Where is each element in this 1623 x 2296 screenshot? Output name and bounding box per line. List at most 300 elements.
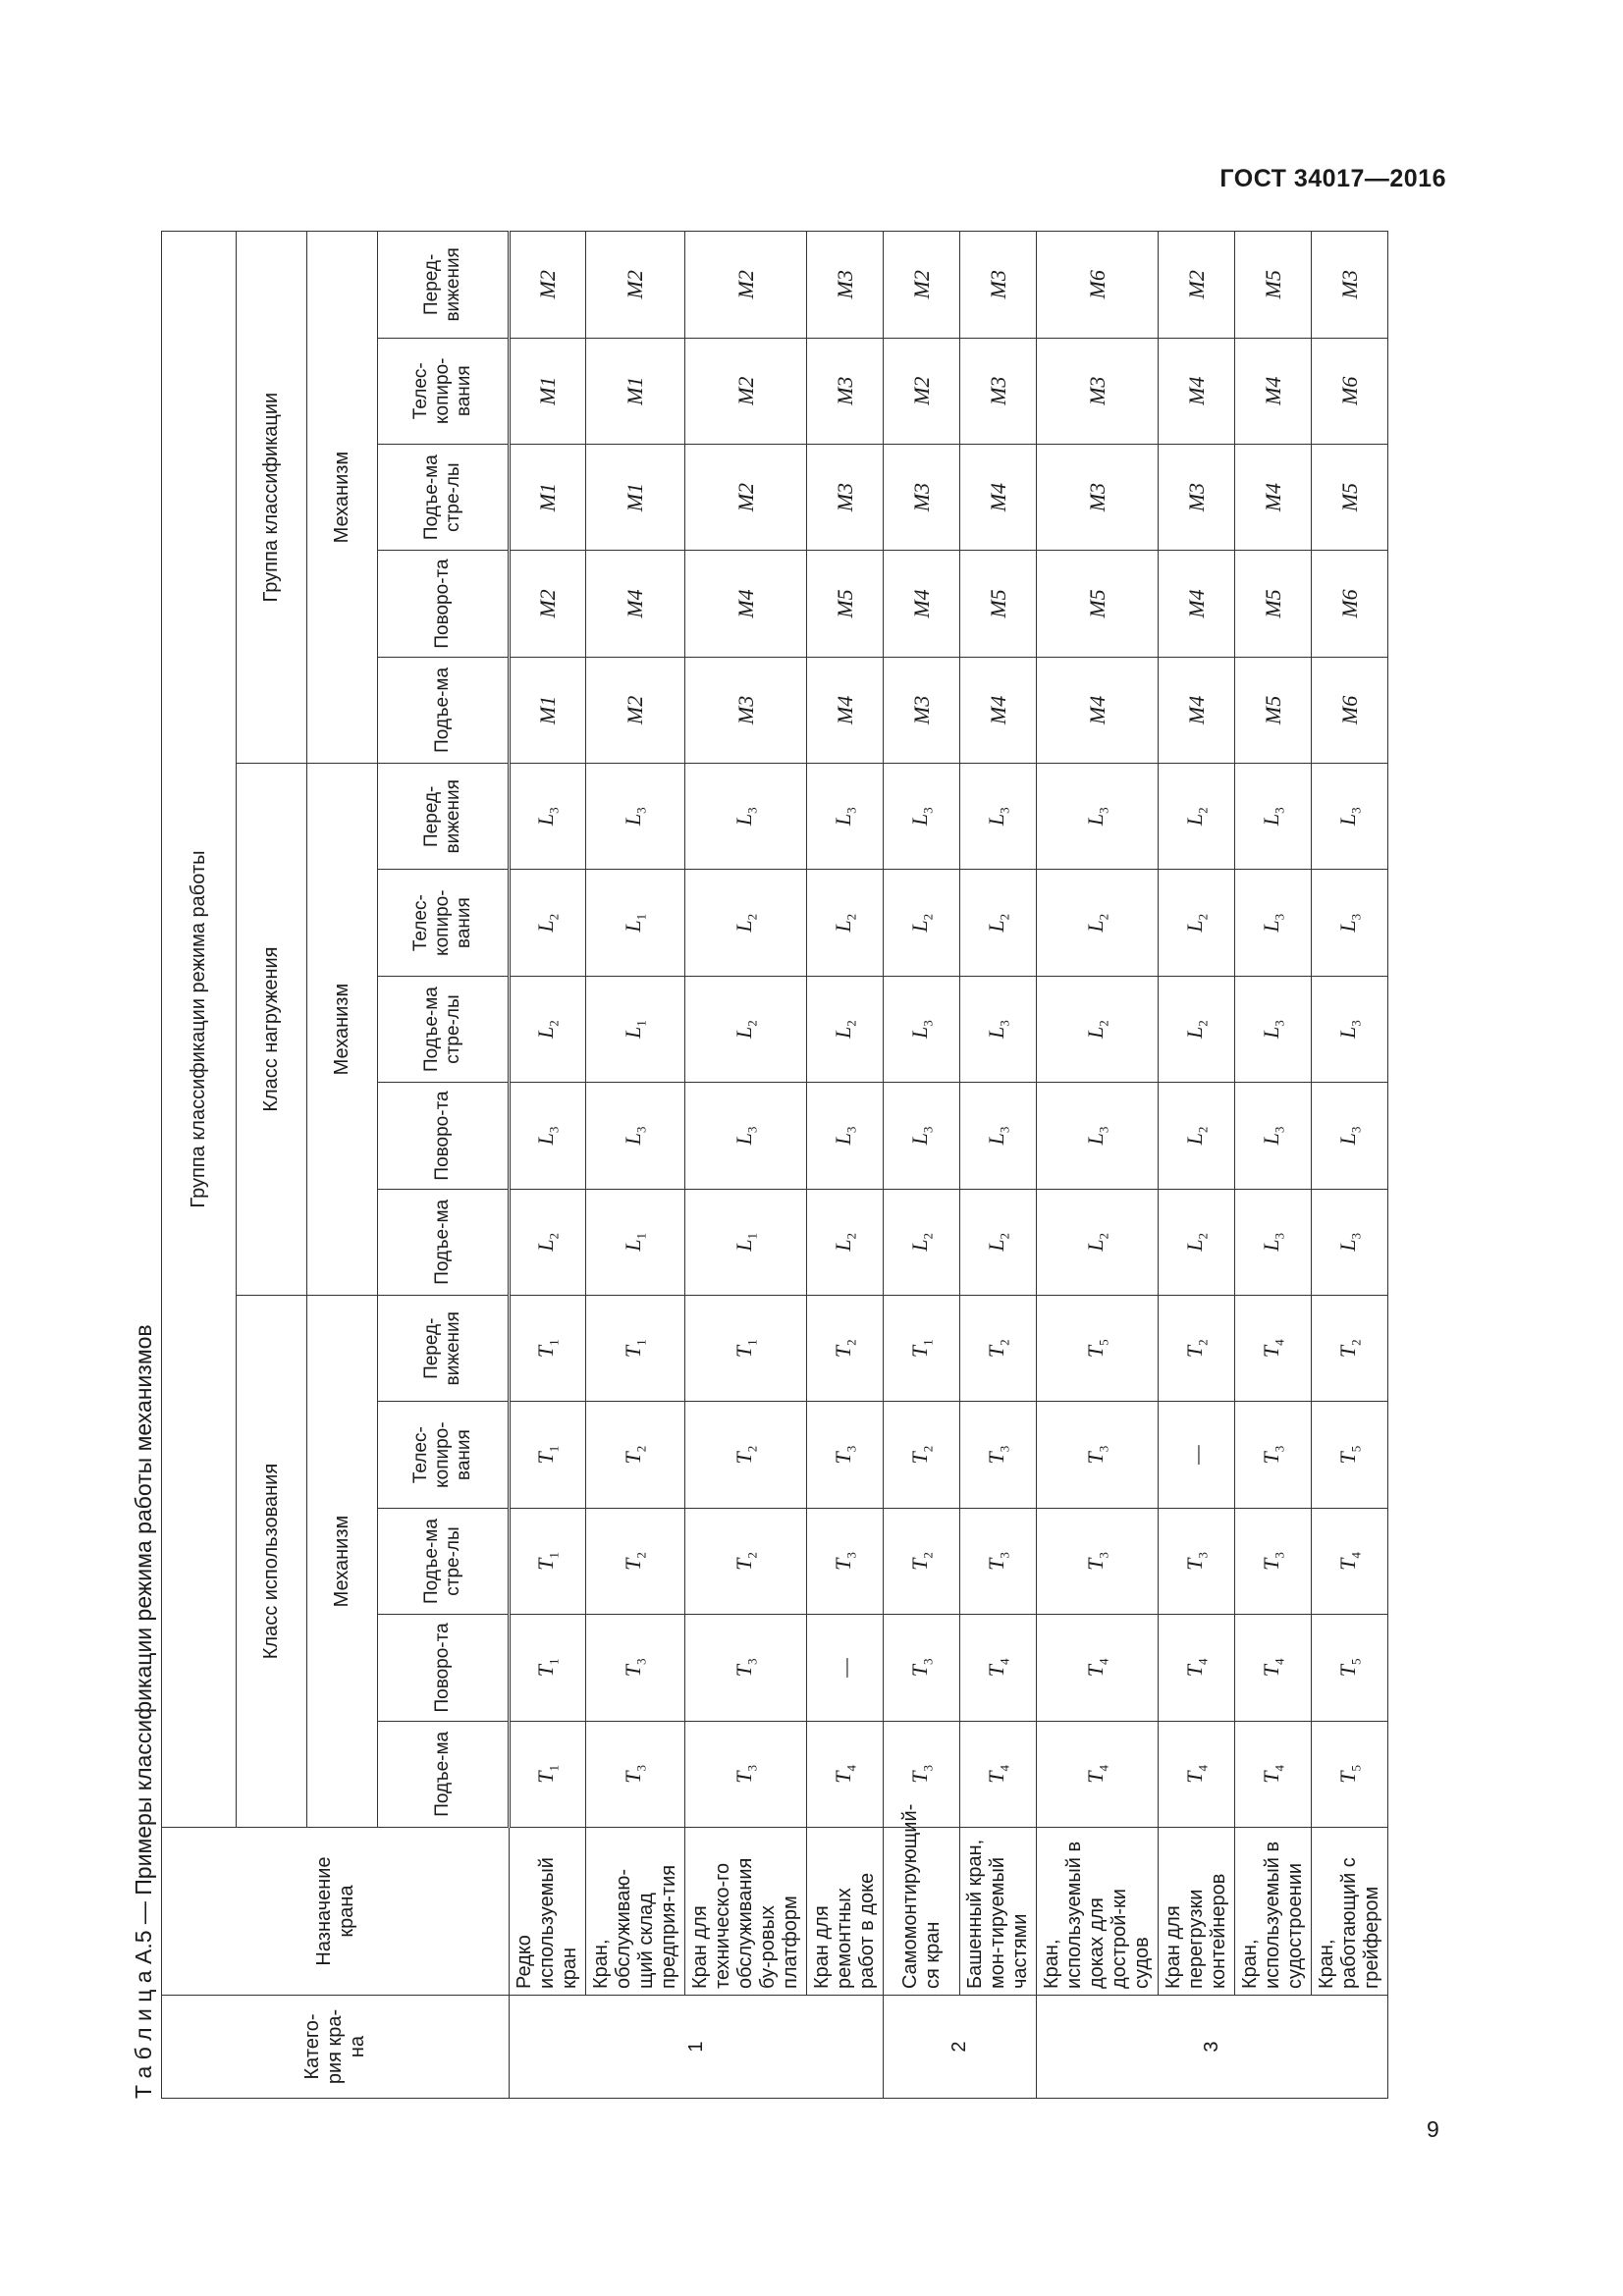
- value-cell-use: $T_4$: [960, 1615, 1037, 1721]
- value-cell-group: M3: [1159, 444, 1235, 550]
- subscript-digit: 4: [1096, 1764, 1111, 1772]
- value-cell-group: M4: [884, 551, 960, 657]
- value-cell-load: $L_2$: [1037, 1189, 1159, 1295]
- purpose-cell: Кран, используемый в судостроении: [1235, 1828, 1312, 1996]
- value-cell-use: $T_3$: [807, 1402, 884, 1508]
- value-cell-use: $T_1$: [685, 1296, 807, 1402]
- purpose-cell: Кран, работающий с грейфером: [1312, 1828, 1388, 1996]
- value-cell-group: M6: [1037, 232, 1159, 338]
- value-cell-use: $T_1$: [510, 1721, 586, 1827]
- value-cell-load: $L_2$: [685, 870, 807, 976]
- subscript-digit: 3: [1271, 1445, 1287, 1453]
- subscript-digit: 2: [744, 1552, 760, 1559]
- subscript-digit: 3: [546, 807, 562, 814]
- subscript-digit: 3: [920, 1658, 936, 1666]
- value-cell-use: $T_4$: [1235, 1296, 1312, 1402]
- value-cell-use: $T_3$: [1159, 1508, 1235, 1614]
- value-cell-use: $T_1$: [510, 1508, 586, 1614]
- subscript-digit: 2: [920, 1232, 936, 1240]
- subscript-digit: 3: [1271, 1552, 1287, 1559]
- value-cell-use: $T_3$: [1235, 1508, 1312, 1614]
- value-cell-load: $L_2$: [510, 976, 586, 1082]
- value-cell-load: $L_2$: [685, 976, 807, 1082]
- value-cell-group: M2: [884, 338, 960, 444]
- subscript-digit: 3: [997, 1020, 1012, 1027]
- value-cell-load: $L_3$: [1312, 870, 1388, 976]
- value-cell-use: $T_3$: [884, 1721, 960, 1827]
- subscript-digit: 3: [920, 1020, 936, 1027]
- value-cell-use: $T_2$: [884, 1508, 960, 1614]
- value-cell-load: $L_2$: [884, 1189, 960, 1295]
- header-mech-telescope: Телес-копиро-вания: [378, 338, 510, 444]
- subscript-digit: 2: [744, 1020, 760, 1027]
- table-row: [960, 232, 1037, 2099]
- subscript-digit: 3: [920, 807, 936, 814]
- header-class-load: Класс нагружения: [237, 764, 307, 1296]
- value-cell-group: M5: [1235, 551, 1312, 657]
- value-cell-use: $T_2$: [685, 1402, 807, 1508]
- value-cell-group: M3: [807, 232, 884, 338]
- value-cell-load: $L_2$: [807, 1189, 884, 1295]
- value-cell-group: M4: [1159, 657, 1235, 763]
- value-cell-use: $T_1$: [510, 1615, 586, 1721]
- header-mechanism: Механизм: [307, 1296, 378, 1828]
- value-cell-load: $L_3$: [685, 1083, 807, 1189]
- subscript-digit: 3: [997, 1126, 1012, 1134]
- value-cell-load: $L_2$: [1037, 870, 1159, 976]
- table-row: [807, 232, 884, 2099]
- subscript-digit: 2: [920, 1445, 936, 1453]
- header-mech-boom: Подъе-ма стре-лы: [378, 1508, 510, 1614]
- subscript-digit: 4: [1195, 1658, 1211, 1666]
- subscript-digit: 2: [843, 913, 859, 921]
- header-mech-lift: Подъе-ма: [378, 1189, 510, 1295]
- value-cell-load: $L_3$: [960, 976, 1037, 1082]
- subscript-digit: 3: [546, 1126, 562, 1134]
- value-cell-group: M2: [685, 232, 807, 338]
- subscript-digit: 3: [843, 1552, 859, 1559]
- value-cell-group: M4: [586, 551, 685, 657]
- value-cell-use: $T_3$: [685, 1721, 807, 1827]
- subscript-digit: 3: [843, 1126, 859, 1134]
- subscript-digit: 3: [1348, 913, 1364, 921]
- table-row: [1159, 232, 1235, 2099]
- table-row: [1312, 232, 1388, 2099]
- subscript-digit: 2: [997, 1339, 1012, 1346]
- value-cell-group: M4: [1235, 444, 1312, 550]
- purpose-cell: Кран, обслуживаю-щий склад предприя-тия: [586, 1828, 685, 1996]
- value-cell-group: M5: [960, 551, 1037, 657]
- purpose-cell: Кран для перегрузки контейнеров: [1159, 1828, 1235, 1996]
- value-cell-group: M6: [1312, 657, 1388, 763]
- value-cell-group: M4: [960, 657, 1037, 763]
- value-cell-load: $L_2$: [807, 976, 884, 1082]
- subscript-digit: 1: [546, 1658, 562, 1666]
- value-cell-group: M3: [960, 232, 1037, 338]
- subscript-digit: 3: [1348, 807, 1364, 814]
- value-cell-group: M2: [510, 551, 586, 657]
- subscript-digit: 3: [633, 1764, 649, 1772]
- value-cell-load: $L_3$: [586, 764, 685, 870]
- table-row: [1235, 232, 1312, 2099]
- rotated-table-block: [126, 232, 1382, 2099]
- subscript-digit: 2: [1195, 913, 1211, 921]
- value-cell-use: $T_4$: [807, 1721, 884, 1827]
- value-cell-group: M5: [1235, 657, 1312, 763]
- subscript-digit: 2: [1096, 1020, 1111, 1027]
- value-cell-use: —: [807, 1615, 884, 1721]
- value-cell-group: M4: [807, 657, 884, 763]
- header-class-use: Класс использования: [237, 1296, 307, 1828]
- subscript-digit: 3: [1195, 1552, 1211, 1559]
- value-cell-group: M2: [685, 444, 807, 550]
- value-cell-load: $L_3$: [884, 764, 960, 870]
- value-cell-load: $L_3$: [884, 976, 960, 1082]
- value-cell-group: M3: [807, 338, 884, 444]
- value-cell-group: M4: [685, 551, 807, 657]
- value-cell-use: $T_3$: [960, 1402, 1037, 1508]
- subscript-digit: 1: [633, 1232, 649, 1240]
- value-cell-load: $L_3$: [807, 1083, 884, 1189]
- subscript-digit: 1: [633, 913, 649, 921]
- value-cell-group: M2: [685, 338, 807, 444]
- purpose-cell: Башенный кран, мон-тируемый частями: [960, 1828, 1037, 1996]
- category-cell: 3: [1037, 1996, 1388, 2099]
- subscript-digit: 2: [843, 1339, 859, 1346]
- value-cell-load: $L_2$: [1159, 976, 1235, 1082]
- value-cell-group: M1: [586, 338, 685, 444]
- subscript-digit: 5: [1348, 1658, 1364, 1666]
- subscript-digit: 3: [633, 1126, 649, 1134]
- subscript-digit: 1: [546, 1764, 562, 1772]
- category-cell: 2: [884, 1996, 1037, 2099]
- value-cell-load: $L_2$: [1159, 1083, 1235, 1189]
- value-cell-group: M3: [1312, 232, 1388, 338]
- value-cell-load: $L_2$: [510, 1189, 586, 1295]
- value-cell-group: M1: [510, 657, 586, 763]
- subscript-digit: 2: [1195, 1232, 1211, 1240]
- purpose-cell: Кран для техническо-го обслуживания бу-ровых платформ: [685, 1828, 807, 1996]
- value-cell-load: $L_3$: [1235, 870, 1312, 976]
- subscript-digit: 2: [997, 1232, 1012, 1240]
- value-cell-use: $T_3$: [586, 1615, 685, 1721]
- value-cell-load: $L_3$: [1037, 764, 1159, 870]
- subscript-digit: 4: [843, 1764, 859, 1772]
- value-cell-use: $T_3$: [1037, 1402, 1159, 1508]
- subscript-digit: 2: [633, 1552, 649, 1559]
- value-cell-load: $L_3$: [1312, 764, 1388, 870]
- value-cell-use: $T_2$: [586, 1402, 685, 1508]
- value-cell-group: M3: [1037, 444, 1159, 550]
- value-cell-group: M6: [1312, 338, 1388, 444]
- value-cell-load: $L_3$: [586, 1083, 685, 1189]
- page-number: 9: [1427, 2116, 1439, 2142]
- purpose-cell: Кран, используемый в доках для дострой-ки судов: [1037, 1828, 1159, 1996]
- subscript-digit: 2: [843, 1020, 859, 1027]
- purpose-cell: Редко используемый кран: [510, 1828, 586, 1996]
- table-caption: Т а б л и ц а А.5 — Примеры классификации режима работы механизмов: [131, 1324, 156, 2099]
- header-mech-lift: Подъе-ма: [378, 657, 510, 763]
- subscript-digit: 2: [1195, 1339, 1211, 1346]
- value-cell-group: M5: [807, 551, 884, 657]
- subscript-digit: 4: [1271, 1339, 1287, 1346]
- subscript-digit: 4: [1271, 1764, 1287, 1772]
- value-cell-use: $T_3$: [685, 1615, 807, 1721]
- value-cell-group: M2: [586, 657, 685, 763]
- subscript-digit: 3: [1271, 1020, 1287, 1027]
- value-cell-load: $L_3$: [807, 764, 884, 870]
- subscript-digit: 3: [744, 1658, 760, 1666]
- header-mechanism: Механизм: [307, 764, 378, 1296]
- subscript-digit: 4: [1096, 1658, 1111, 1666]
- subscript-digit: 3: [1096, 807, 1111, 814]
- subscript-digit: 1: [744, 1232, 760, 1240]
- value-cell-load: $L_3$: [1235, 1189, 1312, 1295]
- subscript-digit: 1: [633, 1020, 649, 1027]
- subscript-digit: 4: [1195, 1764, 1211, 1772]
- header-mech-telescope: Телес-копиро-вания: [378, 1402, 510, 1508]
- value-cell-load: $L_2$: [1159, 1189, 1235, 1295]
- value-cell-use: $T_2$: [807, 1296, 884, 1402]
- value-cell-use: $T_2$: [1159, 1296, 1235, 1402]
- value-cell-load: $L_2$: [960, 1189, 1037, 1295]
- subscript-digit: 3: [843, 1445, 859, 1453]
- subscript-digit: 3: [744, 1764, 760, 1772]
- value-cell-use: $T_2$: [960, 1296, 1037, 1402]
- header-mech-travel: Перед-вижения: [378, 1296, 510, 1402]
- value-cell-load: $L_3$: [1235, 1083, 1312, 1189]
- value-cell-use: $T_5$: [1037, 1296, 1159, 1402]
- value-cell-group: M1: [510, 444, 586, 550]
- value-cell-group: M4: [1037, 657, 1159, 763]
- value-cell-use: $T_1$: [884, 1296, 960, 1402]
- value-cell-group: M4: [960, 444, 1037, 550]
- value-cell-group: M1: [510, 338, 586, 444]
- subscript-digit: 3: [633, 1658, 649, 1666]
- subscript-digit: 2: [1096, 913, 1111, 921]
- value-cell-group: M4: [1159, 551, 1235, 657]
- value-cell-load: $L_1$: [586, 870, 685, 976]
- value-cell-use: $T_3$: [884, 1615, 960, 1721]
- subscript-digit: 1: [920, 1339, 936, 1346]
- subscript-digit: 1: [546, 1339, 562, 1346]
- subscript-digit: 3: [997, 807, 1012, 814]
- table-row: [1037, 232, 1159, 2099]
- subscript-digit: 2: [997, 913, 1012, 921]
- purpose-cell: Кран для ремонтных работ в доке: [807, 1828, 884, 1996]
- subscript-digit: 3: [1096, 1445, 1111, 1453]
- value-cell-load: $L_3$: [1312, 1083, 1388, 1189]
- subscript-digit: 5: [1096, 1339, 1111, 1346]
- header-category: Катего-рия кра-на: [162, 1996, 510, 2099]
- header-mech-boom: Подъе-ма стре-лы: [378, 976, 510, 1082]
- subscript-digit: 4: [1271, 1658, 1287, 1666]
- value-cell-use: $T_4$: [960, 1721, 1037, 1827]
- classification-table: [161, 231, 1388, 2099]
- value-cell-use: —: [1159, 1402, 1235, 1508]
- value-cell-load: $L_3$: [1037, 1083, 1159, 1189]
- value-cell-use: $T_1$: [510, 1296, 586, 1402]
- subscript-digit: 3: [920, 1126, 936, 1134]
- value-cell-group: M3: [960, 338, 1037, 444]
- value-cell-use: $T_2$: [586, 1508, 685, 1614]
- table-row: [586, 232, 685, 2099]
- value-cell-load: $L_2$: [960, 870, 1037, 976]
- subscript-digit: 2: [920, 1552, 936, 1559]
- header-mech-lift: Подъе-ма: [378, 1721, 510, 1827]
- subscript-digit: 3: [997, 1552, 1012, 1559]
- subscript-digit: 3: [1096, 1552, 1111, 1559]
- subscript-digit: 5: [1348, 1445, 1364, 1453]
- subscript-digit: 3: [744, 807, 760, 814]
- subscript-digit: 1: [546, 1552, 562, 1559]
- value-cell-group: M2: [510, 232, 586, 338]
- value-cell-group: M5: [1312, 444, 1388, 550]
- value-cell-group: M6: [1312, 551, 1388, 657]
- header-mech-travel: Перед-вижения: [378, 232, 510, 338]
- header-group-work: Группа классификации режима работы: [162, 232, 237, 1828]
- table-row: [884, 232, 960, 2099]
- value-cell-use: $T_3$: [586, 1721, 685, 1827]
- value-cell-group: M3: [1037, 338, 1159, 444]
- value-cell-use: $T_4$: [1159, 1721, 1235, 1827]
- value-cell-load: $L_3$: [960, 764, 1037, 870]
- subscript-digit: 2: [744, 1445, 760, 1453]
- subscript-digit: 3: [843, 807, 859, 814]
- value-cell-use: $T_2$: [685, 1508, 807, 1614]
- header-mech-travel: Перед-вижения: [378, 764, 510, 870]
- value-cell-group: M5: [1037, 551, 1159, 657]
- value-cell-load: $L_3$: [1312, 1189, 1388, 1295]
- value-cell-group: M1: [586, 444, 685, 550]
- header-mech-boom: Подъе-ма стре-лы: [378, 444, 510, 550]
- subscript-digit: 3: [1271, 1232, 1287, 1240]
- subscript-digit: 2: [546, 1232, 562, 1240]
- subscript-digit: 3: [1348, 1126, 1364, 1134]
- value-cell-group: M3: [884, 657, 960, 763]
- category-cell: 1: [510, 1996, 884, 2099]
- subscript-digit: 5: [1348, 1764, 1364, 1772]
- subscript-digit: 3: [1271, 913, 1287, 921]
- value-cell-load: $L_3$: [1235, 764, 1312, 870]
- value-cell-load: $L_3$: [510, 764, 586, 870]
- subscript-digit: 3: [1348, 1020, 1364, 1027]
- subscript-digit: 4: [997, 1658, 1012, 1666]
- subscript-digit: 2: [1195, 807, 1211, 814]
- subscript-digit: 2: [546, 913, 562, 921]
- value-cell-group: M2: [884, 232, 960, 338]
- header-mech-telescope: Телес-копиро-вания: [378, 870, 510, 976]
- subscript-digit: 3: [997, 1445, 1012, 1453]
- header-purpose: Назначение крана: [162, 1828, 510, 1996]
- value-cell-group: M3: [685, 657, 807, 763]
- subscript-digit: 3: [744, 1126, 760, 1134]
- subscript-digit: 4: [1348, 1552, 1364, 1559]
- header-mech-slew: Поворо-та: [378, 551, 510, 657]
- value-cell-use: $T_1$: [510, 1402, 586, 1508]
- value-cell-load: $L_1$: [586, 1189, 685, 1295]
- value-cell-load: $L_1$: [586, 976, 685, 1082]
- value-cell-group: M4: [1159, 338, 1235, 444]
- value-cell-use: $T_4$: [1235, 1615, 1312, 1721]
- subscript-digit: 3: [1348, 1232, 1364, 1240]
- subscript-digit: 1: [546, 1445, 562, 1453]
- table-row: [510, 232, 586, 2099]
- value-cell-use: $T_3$: [960, 1508, 1037, 1614]
- value-cell-group: M2: [1159, 232, 1235, 338]
- value-cell-load: $L_2$: [884, 870, 960, 976]
- subscript-digit: 3: [1271, 807, 1287, 814]
- value-cell-use: $T_5$: [1312, 1721, 1388, 1827]
- value-cell-load: $L_2$: [1159, 764, 1235, 870]
- subscript-digit: 1: [633, 1339, 649, 1346]
- value-cell-group: M3: [807, 444, 884, 550]
- header-mechanism: Механизм: [307, 232, 378, 764]
- value-cell-use: $T_3$: [807, 1508, 884, 1614]
- value-cell-load: $L_3$: [960, 1083, 1037, 1189]
- subscript-digit: 3: [1271, 1126, 1287, 1134]
- value-cell-group: M5: [1235, 232, 1312, 338]
- value-cell-load: $L_2$: [1159, 870, 1235, 976]
- value-cell-use: $T_4$: [1312, 1508, 1388, 1614]
- value-cell-load: $L_2$: [1037, 976, 1159, 1082]
- table-row: [685, 232, 807, 2099]
- header-mech-slew: Поворо-та: [378, 1615, 510, 1721]
- subscript-digit: 2: [843, 1232, 859, 1240]
- value-cell-group: M3: [884, 444, 960, 550]
- value-cell-use: $T_3$: [1235, 1402, 1312, 1508]
- value-cell-use: $T_2$: [1312, 1296, 1388, 1402]
- header-group-class: Группа классификации: [237, 232, 307, 764]
- value-cell-use: $T_3$: [1037, 1508, 1159, 1614]
- header-mech-slew: Поворо-та: [378, 1083, 510, 1189]
- subscript-digit: 3: [1096, 1126, 1111, 1134]
- value-cell-load: $L_3$: [884, 1083, 960, 1189]
- value-cell-use: $T_2$: [884, 1402, 960, 1508]
- value-cell-load: $L_3$: [510, 1083, 586, 1189]
- value-cell-use: $T_5$: [1312, 1402, 1388, 1508]
- subscript-digit: 2: [1195, 1126, 1211, 1134]
- value-cell-load: $L_3$: [685, 764, 807, 870]
- subscript-digit: 2: [1096, 1232, 1111, 1240]
- subscript-digit: 3: [920, 1764, 936, 1772]
- value-cell-use: $T_4$: [1037, 1721, 1159, 1827]
- subscript-digit: 2: [1195, 1020, 1211, 1027]
- value-cell-load: $L_3$: [1312, 976, 1388, 1082]
- purpose-cell: Самомонтирующий-ся кран: [884, 1828, 960, 1996]
- subscript-digit: 4: [997, 1764, 1012, 1772]
- value-cell-use: $T_4$: [1037, 1615, 1159, 1721]
- subscript-digit: 3: [633, 807, 649, 814]
- value-cell-use: $T_1$: [586, 1296, 685, 1402]
- value-cell-use: $T_4$: [1159, 1615, 1235, 1721]
- value-cell-use: $T_5$: [1312, 1615, 1388, 1721]
- document-code: ГОСТ 34017—2016: [1219, 165, 1446, 192]
- value-cell-load: $L_2$: [807, 870, 884, 976]
- value-cell-group: M4: [1235, 338, 1312, 444]
- value-cell-load: $L_1$: [685, 1189, 807, 1295]
- value-cell-group: M2: [586, 232, 685, 338]
- subscript-digit: 1: [744, 1339, 760, 1346]
- value-cell-load: $L_3$: [1235, 976, 1312, 1082]
- subscript-digit: 2: [744, 913, 760, 921]
- subscript-digit: 2: [1348, 1339, 1364, 1346]
- subscript-digit: 2: [633, 1445, 649, 1453]
- subscript-digit: 2: [920, 913, 936, 921]
- value-cell-use: $T_4$: [1235, 1721, 1312, 1827]
- subscript-digit: 2: [546, 1020, 562, 1027]
- value-cell-load: $L_2$: [510, 870, 586, 976]
